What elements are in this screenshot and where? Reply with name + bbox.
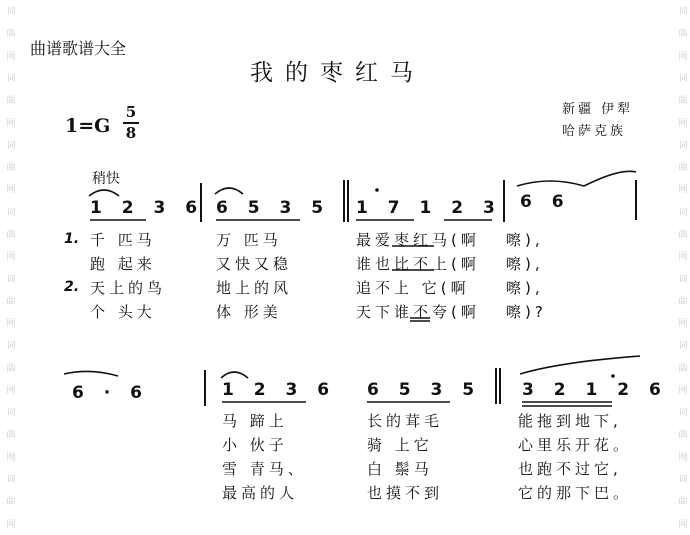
watermark-char: 网 [4,384,15,395]
slur [89,190,119,196]
lyric-l2-m2: 又快又稳 [216,255,293,273]
watermark-char: 曲 [676,162,687,173]
lyric-l6-m7: 骑 上它 [367,436,433,454]
verse-number-2: 2. [64,279,80,295]
song-title: 我的枣红马 [250,60,425,86]
watermark-char: 网 [4,251,15,262]
lyric-l7-m6: 雪 青马、 [222,460,307,478]
watermark-char: 网 [676,451,687,462]
watermark-char: 词 [676,474,687,485]
watermark-char: 曲 [676,95,687,106]
slur [221,372,248,378]
measure-7-notes: 6 5 3 5 [367,380,482,400]
origin-region: 新疆 伊犁 [562,102,634,117]
watermark-char: 词 [4,6,15,17]
measure-6-notes: 1 2 3 6 [222,380,337,400]
slur [520,356,640,374]
watermark-char: 网 [676,384,687,395]
watermark-char: 曲 [676,362,687,373]
watermark-char: 网 [4,184,15,195]
watermark-char: 词 [676,340,687,351]
watermark-char: 曲 [676,228,687,239]
site-name: 曲谱歌谱大全 [30,39,127,58]
lyric-l8-m8: 它的那下巴。 [518,484,633,502]
watermark-char: 曲 [4,295,15,306]
lyric-l5-m7: 长的茸毛 [367,412,444,430]
watermark-char: 词 [4,139,15,150]
lyric-l6-m8: 心里乐开花。 [518,436,633,454]
watermark-char: 词 [676,6,687,17]
tempo-marking: 稍快 [92,171,120,187]
watermark-char: 词 [676,139,687,150]
watermark-char: 词 [4,340,15,351]
origin-ethnicity: 哈萨克族 [562,124,627,139]
watermark-char: 网 [676,184,687,195]
watermark-char: 曲 [4,228,15,239]
lyric-l1-m3: 最爱枣红马(啊 [356,231,480,249]
lyric-l7-m8: 也跑不过它, [518,460,622,478]
watermark-char: 网 [676,518,687,529]
watermark-char: 网 [676,251,687,262]
measure-8-notes: 3 2 1 2 6 [522,380,668,400]
watermark-char: 曲 [676,28,687,39]
watermark-char: 网 [4,117,15,128]
watermark-char: 网 [4,518,15,529]
watermark-char: 曲 [676,295,687,306]
slur [517,181,584,186]
slur [584,171,636,186]
lyric-l2-m3: 谁也比不上(啊 [356,255,480,273]
watermark-char: 网 [4,318,15,329]
watermark-char: 曲 [4,496,15,507]
watermark-char: 词 [4,206,15,217]
measure-5-notes: 6 · 6 [72,383,149,403]
measure-2-notes: 6 5 3 5 [216,198,331,218]
watermark-char: 网 [676,50,687,61]
time-signature-bottom: 8 [125,124,137,142]
lyric-l3-m1: 天上的鸟 [90,279,167,297]
lyric-l3-m4: 嚓), [506,279,544,297]
watermark-char: 词 [4,273,15,284]
lyric-l7-m7: 白 鬃马 [367,460,433,478]
measure-1-notes: 1 2 3 6 [90,198,205,218]
lyric-l2-m1: 跑 起来 [90,255,156,273]
watermark-char: 词 [676,407,687,418]
lyric-l8-m6: 最高的人 [222,484,299,502]
lyric-l4-m1: 个 头大 [90,303,156,321]
watermark-char: 曲 [4,95,15,106]
watermark-char: 词 [676,72,687,83]
watermark-char: 词 [676,273,687,284]
watermark-char: 曲 [4,362,15,373]
lyric-l4-m2: 体 形美 [216,303,282,321]
watermark-char: 曲 [4,28,15,39]
watermark-char: 曲 [4,429,15,440]
watermark-char: 曲 [676,496,687,507]
watermark-char: 曲 [4,162,15,173]
lyric-l2-m4: 嚓), [506,255,544,273]
watermark-char: 网 [676,117,687,128]
watermark-char: 词 [4,72,15,83]
measure-3-notes: 1 7 1 2 3 [356,198,502,218]
watermark-char: 网 [4,451,15,462]
watermark-char: 网 [4,50,15,61]
lyric-l1-m2: 万 匹马 [216,231,282,249]
lyric-l3-m2: 地上的风 [216,279,293,297]
octave-dot [375,188,379,192]
lyric-l4-m3: 天下谁不夸(啊 [356,303,480,321]
octave-dot [611,374,615,378]
lyric-l4-m4: 嚓)? [506,303,547,321]
lyric-l5-m8: 能拖到地下, [518,412,622,430]
lyric-l6-m6: 小 伙子 [222,436,288,454]
watermark-char: 词 [4,407,15,418]
watermark-char: 词 [676,206,687,217]
lyric-l1-m4: 嚓), [506,231,544,249]
verse-number-1: 1. [64,231,80,247]
lyric-l5-m6: 马 蹄上 [222,412,288,430]
key-signature: 1=G [65,115,111,137]
watermark-char: 词 [4,474,15,485]
lyric-l8-m7: 也摸不到 [367,484,444,502]
measure-4-notes: 6 6 [520,192,571,212]
lyric-l1-m1: 千 匹马 [90,231,156,249]
time-signature-top: 5 [125,103,137,121]
watermark-char: 网 [676,318,687,329]
watermark-char: 曲 [676,429,687,440]
lyric-l3-m3: 追不上 它(啊 [356,279,470,297]
slur [215,188,243,194]
slur [64,371,118,376]
